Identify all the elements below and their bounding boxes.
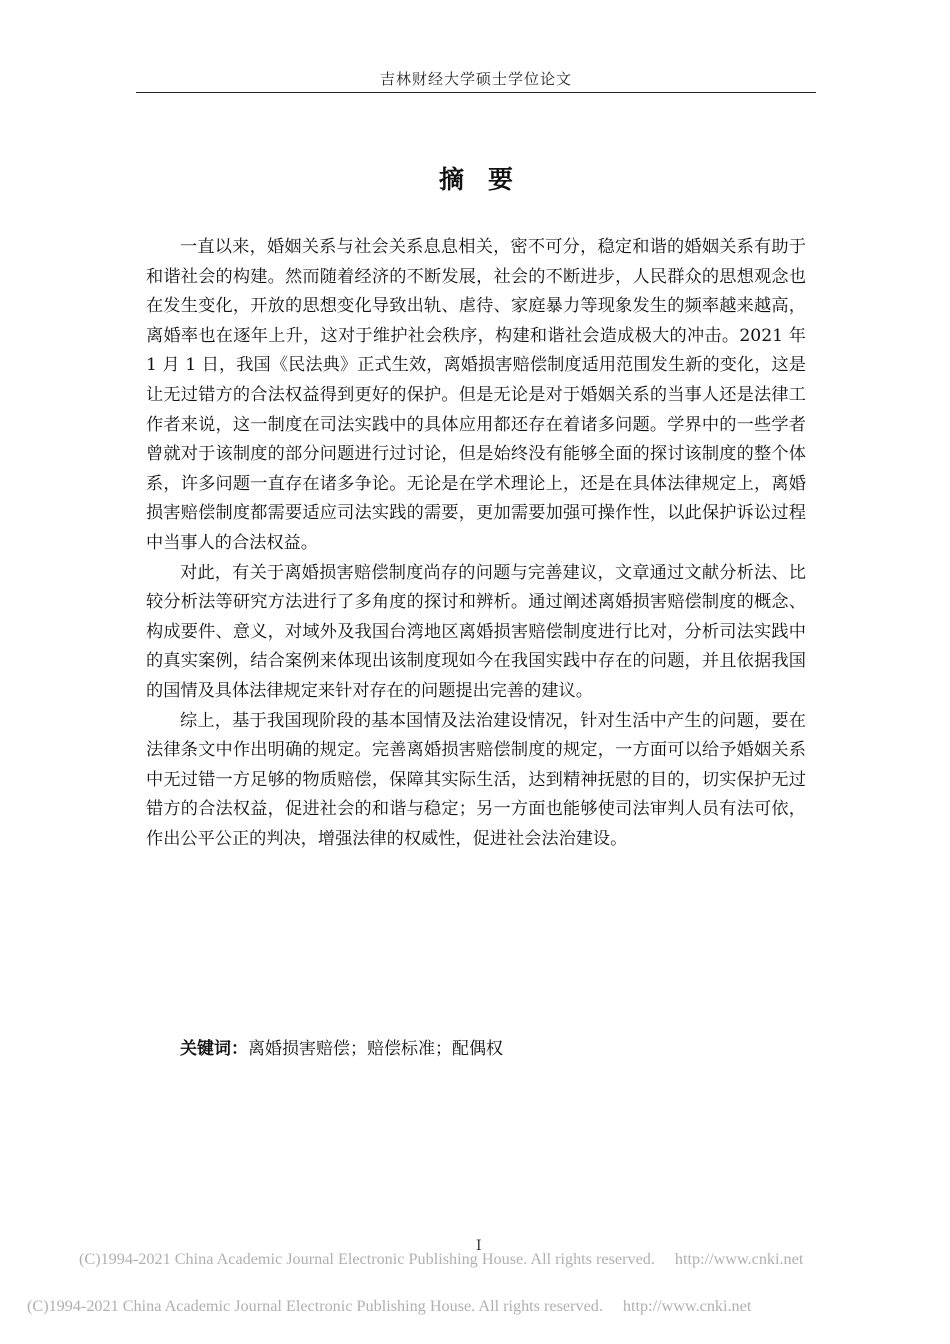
- cnki-footer-watermark: [79, 1250, 803, 1269]
- cnki-footer-watermark-secondary: [27, 1297, 751, 1316]
- page-number: I: [476, 1238, 482, 1254]
- keywords-label: 关键词：: [180, 1039, 248, 1059]
- abstract-paragraph-2: 对此，有关于离婚损害赔偿制度尚存的问题与完善建议，文章通过文献分析法、比较分析法等研究方法进行了多角度的探讨和辨析。通过阐述离婚损害赔偿制度的概念、构成要件、意义，对域外及我国台湾地区离婚损害赔偿制度进行比对，分析司法实践中的真实案例，结合案例来体现出该制度现如今在我国实践中存在的问题，并且依据我国的国情及具体法律规定来针对存在的问题提出完善的建议。: [146, 562, 806, 701]
- abstract-paragraph-3: 综上，基于我国现阶段的基本国情及法治建设情况，针对生活中产生的问题，要在法律条文中作出明确的规定。完善离婚损害赔偿制度的规定，一方面可以给予婚姻关系中无过错一方足够的物质赔偿，保障其实际生活，达到精神抚慰的目的，切实保护无过错方的合法权益，促进社会的和谐与稳定；另一方面也能够使司法审判人员有法可依，作出公平公正的判决，增强法律的权威性，促进社会法治建设。: [146, 710, 806, 849]
- running-header: 吉林财经大学硕士学位论文: [379, 70, 572, 88]
- header-divider: [136, 92, 816, 93]
- keywords-value: 离婚损害赔偿；赔偿标准；配偶权: [248, 1039, 503, 1059]
- abstract-paragraph-1: 一直以来，婚姻关系与社会关系息息相关，密不可分，稳定和谐的婚姻关系有助于和谐社会的构建。然而随着经济的不断发展，社会的不断进步，人民群众的思想观念也在发生变化，开放的思想变化导致出轨、虐待、家庭暴力等现象发生的频率越来越高，离婚率也在逐年上升，这对于维护社会秩序，构建和谐社会造成极大的冲击。2021 年 1 月 1 日，我国《民法典》正式生效，离婚损害赔偿制度适用范围发生新的变化，这是让无过错方的合法权益得到更好的保护。但是无论是对于婚姻关系的当事人还是法律工作者来说，这一制度在司法实践中的具体应用都还存在着诸多问题。学界中的一些学者曾就对于该制度的部分问题进行过讨论，但是始终没有能够全面的探讨该制度的整个体系，许多问题一直存在诸多争论。无论是在学术理论上，还是在具体法律规定上，离婚损害赔偿制度都需要适应司法实践的需要，更加需要加强可操作性，以此保护诉讼过程中当事人的合法权益。: [146, 237, 806, 553]
- footer-url: http://www.cnki.net: [622, 1297, 752, 1315]
- abstract-body: [146, 233, 806, 854]
- abstract-title: 摘要: [438, 165, 537, 194]
- footer-copyright: (C)1994-2021 China Academic Journal Electronic Publishing House. All rights reserved.: [27, 1297, 603, 1315]
- footer-url: http://www.cnki.net: [674, 1250, 804, 1268]
- keywords-line: [180, 1035, 503, 1064]
- footer-copyright: (C)1994-2021 China Academic Journal Electronic Publishing House. All rights reserved.: [79, 1250, 655, 1268]
